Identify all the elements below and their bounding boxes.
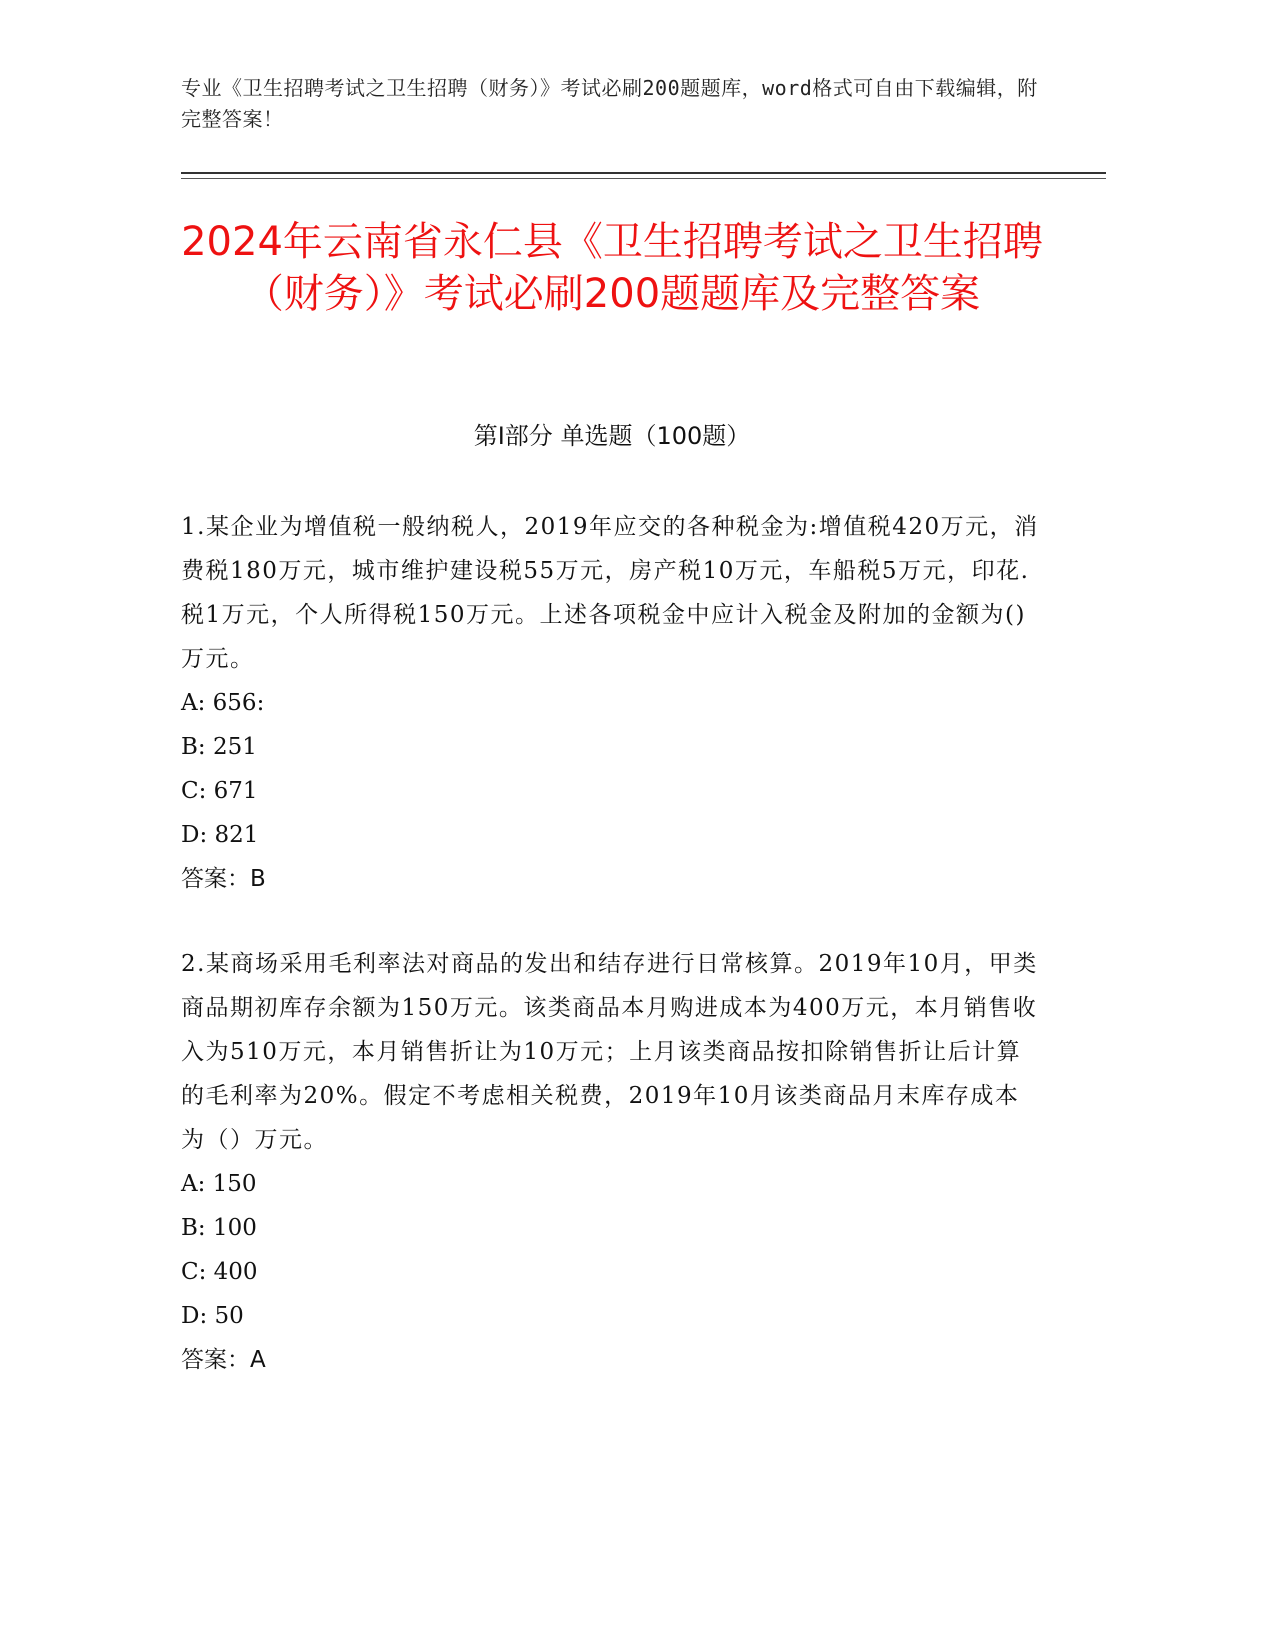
option-c: C: 671 <box>181 778 258 804</box>
option-c: C: 400 <box>181 1259 258 1285</box>
option-b: B: 100 <box>181 1215 257 1241</box>
answer-label: 答案：B <box>181 866 266 892</box>
header-divider-thick <box>181 172 1106 174</box>
question-text: 2.某商场采用毛利率法对商品的发出和结存进行日常核算。2019年10月，甲类商品期初库存余额为150万元。该类商品本月购进成本为400万元，本月销售收入为510万元，本月销售折让为10万元；上月该类商品按扣除销售折让后计算的毛利率为20%。假定不考虑相关税费，2019年10月该类商品月末库存成本为（）万元。 <box>181 951 1038 1153</box>
option-a: A: 150 <box>181 1171 257 1197</box>
answer-label: 答案：A <box>181 1347 266 1373</box>
option-d: D: 50 <box>181 1303 244 1329</box>
question-text: 1.某企业为增值税一般纳税人，2019年应交的各种税金为:增值税420万元，消费税180万元，城市维护建设税55万元，房产税10万元，车船税5万元，印花.税1万元，个人所得税150万元。上述各项税金中应计入税金及附加的金额为()万元。 <box>181 514 1039 672</box>
option-a: A: 656: <box>181 690 265 716</box>
section-heading: 第I部分 单选题（100题） <box>473 422 751 450</box>
header-note: 专业《卫生招聘考试之卫生招聘（财务）》考试必刷200题题库，word格式可自由下载编辑，附完整答案！ <box>181 76 1038 131</box>
question-1 <box>181 505 1043 901</box>
question-2 <box>181 942 1043 1382</box>
option-d: D: 821 <box>181 822 259 848</box>
document-title: 2024年云南省永仁县《卫生招聘考试之卫生招聘（财务）》考试必刷200题题库及完整答案 <box>181 219 1043 317</box>
header-divider-thin <box>181 178 1106 179</box>
option-b: B: 251 <box>181 734 257 760</box>
